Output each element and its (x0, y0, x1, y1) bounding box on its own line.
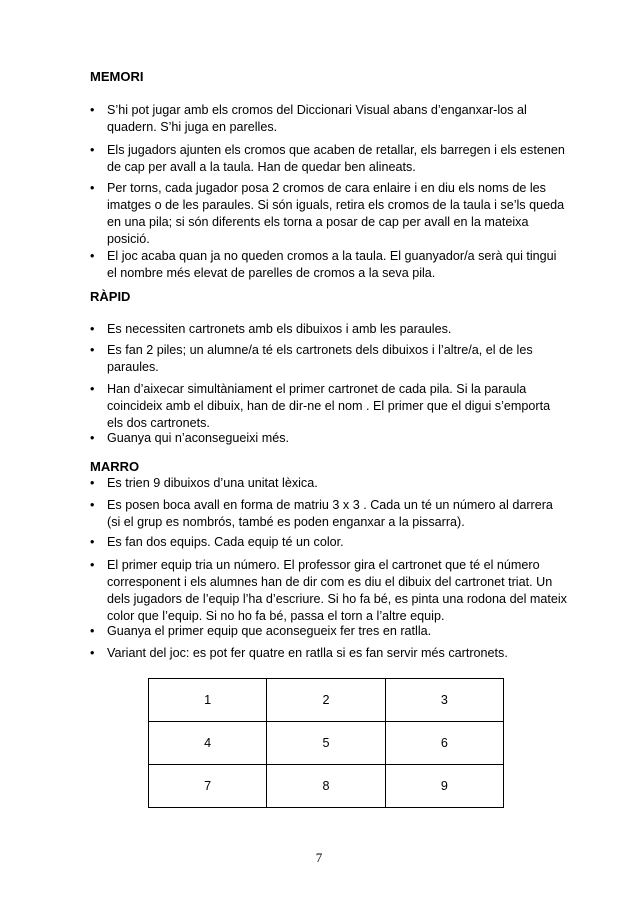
section-heading-marro: MARRO (90, 459, 140, 474)
table-cell: 3 (385, 679, 503, 722)
bullet-icon: • (90, 498, 95, 512)
list-item-text: El primer equip tria un número. El professor gira el cartronet que té el número corresponent i els alumnes han de dir com es diu el dibuix del cartronet triat. Un dels jugadors de l’equip l’ha d’escriure. Si ho fa bé, es pinta una rodona del mateix color que l’equip. Si no ho fa bé, passa el torn a l’altre equip. (107, 558, 567, 623)
bullet-icon: • (90, 476, 95, 490)
list-item-text: Per torns, cada jugador posa 2 cromos de cara enlaire i en diu els noms de les imatges o de les paraules. Si són iguals, retira els cromos de la taula i se’ls queda en una pila; si són diferents els torna a posar de cap per avall en la mateixa posició. (107, 181, 565, 246)
list-item-text: Es fan 2 piles; un alumne/a té els cartronets dels dibuixos i l’altre/a, el de les paraules. (107, 343, 533, 374)
list-item-text: Han d’aixecar simultàniament el primer cartronet de cada pila. Si la paraula coincideix amb el dibuix, han de dir-ne el nom . El primer que el digui s’emporta els dos cartronets. (107, 382, 551, 430)
bullet-icon: • (90, 181, 95, 195)
table-row (149, 722, 504, 765)
bullet-icon: • (90, 143, 95, 157)
list-item-text: Variant del joc: es pot fer quatre en ratlla si es fan servir més cartronets. (107, 646, 508, 660)
bullet-icon: • (90, 322, 95, 336)
bullet-icon: • (90, 343, 95, 357)
bullet-icon: • (90, 103, 95, 117)
page-number: 7 (315, 850, 323, 865)
table-cell: 5 (267, 722, 385, 765)
list-item-text: Guanya el primer equip que aconsegueix fer tres en ratlla. (107, 624, 432, 638)
section-heading-rapid: RÀPID (90, 289, 131, 304)
table-cell: 2 (267, 679, 385, 722)
bullet-icon: • (90, 431, 95, 445)
list-item-text: El joc acaba quan ja no queden cromos a la taula. El guanyador/a serà qui tingui el nombre més elevat de parelles de cromos a la seva pila. (107, 249, 557, 280)
section-heading-memori: MEMORI (90, 69, 144, 84)
list-item-text: Es posen boca avall en forma de matriu 3 x 3 . Cada un té un número al darrera (si el grup es nombrós, també es poden enganxar a la pissarra). (107, 498, 553, 529)
bullet-icon: • (90, 249, 95, 263)
table-cell: 9 (385, 765, 503, 808)
table-cell: 1 (149, 679, 267, 722)
table-cell: 6 (385, 722, 503, 765)
number-grid-table (148, 678, 504, 808)
list-item-text: Es trien 9 dibuixos d’una unitat lèxica. (107, 476, 318, 490)
list-item-text: Guanya qui n’aconsegueixi més. (107, 431, 290, 445)
list-item-text: S’hi pot jugar amb els cromos del Diccionari Visual abans d’enganxar-los al quadern. S’hi juga en parelles. (107, 103, 527, 134)
bullet-icon: • (90, 558, 95, 572)
list-item-text: Es necessiten cartronets amb els dibuixos i amb les paraules. (107, 322, 452, 336)
table-row (149, 765, 504, 808)
list-item-text: Els jugadors ajunten els cromos que acaben de retallar, els barregen i els estenen de cap per avall a la taula. Han de quedar ben alineats. (107, 143, 565, 174)
table-cell: 8 (267, 765, 385, 808)
table-row (149, 679, 504, 722)
bullet-icon: • (90, 535, 95, 549)
list-item-text: Es fan dos equips. Cada equip té un color. (107, 535, 344, 549)
bullet-icon: • (90, 646, 95, 660)
table-cell: 7 (149, 765, 267, 808)
table-cell: 4 (149, 722, 267, 765)
bullet-icon: • (90, 382, 95, 396)
bullet-icon: • (90, 624, 95, 638)
